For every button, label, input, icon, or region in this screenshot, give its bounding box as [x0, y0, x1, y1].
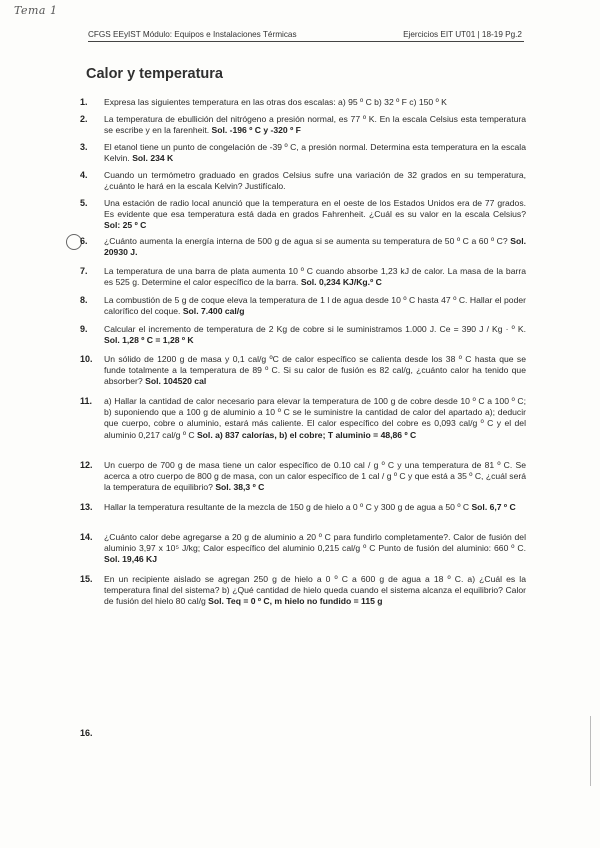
exercise-solution: Sol. 0,234 KJ/Kg.º C — [300, 277, 382, 288]
exercise-solution: Sol. 20930 J. — [104, 236, 526, 258]
exercise-solution: Sol. 19,46 KJ — [104, 554, 158, 565]
exercise-item — [80, 295, 526, 317]
exercise-solution: Sol. a) 837 calorías, b) el cobre; T aluminio = 48,86 º C — [196, 429, 417, 440]
exercise-text: Un cuerpo de 700 g de masa tiene un calor específico de 0.10 cal / g º C y una temperatura de 81 º C. Se acerca a otro cuerpo de 800 g de masa, con un calor específico de 1 cal / g º C y que está a 35 º C, ¿cuál será la temperatura de equilibrio? Sol. 38,3 º C — [104, 460, 526, 493]
exercise-number: 8. — [80, 295, 88, 305]
exercise-solution: Sol. 38,3 º C — [215, 482, 265, 493]
exercise-item — [80, 532, 526, 566]
exercise-number: 2. — [80, 114, 88, 124]
exercise-text: En un recipiente aislado se agregan 250 g de hielo a 0 º C a 600 g de agua a 18 º C. a) ¿Cuál es la temperatura final del sistema? b) ¿Qué cantidad de hielo queda cuando el sistema alcanza el equilibrio? Calor de fusión del hielo 80 cal/g Sol. Teq = 0 º C, m hielo no fundido = 115 g — [104, 574, 526, 607]
exercise-solution: Sol. 104520 cal — [145, 376, 207, 387]
exercise-number: 3. — [80, 142, 88, 152]
exercise-number: 14. — [80, 532, 93, 542]
page-title: Calor y temperatura — [86, 66, 223, 82]
exercise-text: Un sólido de 1200 g de masa y 0,1 cal/g ºC de calor específico se calienta desde los 38 º C hasta que se funde totalmente a la temperatura de 89 º C. Si su calor de fusión es 82 cal/g, ¿cuánto calor ha tenido que absorber? Sol. 104520 cal — [104, 354, 526, 387]
exercise-item — [80, 170, 526, 192]
exercise-text: Cuando un termómetro graduado en grados Celsius sufre una variación de 32 grados en su temperatura, ¿cuánto le hará en la escala Kelvin? Justifícalo. — [104, 170, 526, 192]
exercise-number: 9. — [80, 324, 88, 334]
handwritten-note: Tema 1 — [14, 4, 58, 17]
exercise-item — [80, 354, 526, 388]
header-right: Ejercicios EIT UT01 | 18-19 Pg.2 — [403, 30, 522, 39]
exercise-text: La temperatura de ebullición del nitrógeno a presión normal, es 77 º K. En la escala Celsius esta temperatura se escribe y en la farenheit. Sol. -196 º C y -320 º F — [104, 114, 526, 136]
exercise-item — [80, 396, 526, 441]
header-left: CFGS EEyIST Módulo: Equipos e Instalaciones Térmicas — [88, 30, 297, 39]
exercise-item — [80, 142, 526, 164]
exercise-text: La combustión de 5 g de coque eleva la temperatura de 1 l de agua desde 10 º C hasta 47 º C. Hallar el poder calorífico del coque. Sol. 7.400 cal/g — [104, 295, 526, 317]
page-header — [88, 30, 522, 39]
exercise-solution: Sol. Teq = 0 º C, m hielo no fundido = 115 g — [208, 596, 383, 607]
exercise-number: 4. — [80, 170, 88, 180]
exercise-item — [80, 324, 526, 346]
exercise-item — [80, 236, 526, 258]
exercise-number: 5. — [80, 198, 88, 208]
exercise-solution: Sol: 25 º C — [104, 220, 147, 231]
exercise-number: 7. — [80, 266, 88, 276]
exercise-number: 15. — [80, 574, 93, 584]
exercise-solution: Sol. 6,7 º C — [471, 502, 516, 512]
exercise-solution: Sol. 234 K — [132, 153, 174, 164]
exercise-solution: Sol. 7.400 cal/g — [182, 306, 245, 317]
exercise-item — [80, 502, 526, 513]
exercise-item — [80, 97, 526, 108]
exercise-item — [80, 198, 526, 232]
scan-edge-mark — [590, 716, 591, 786]
exercise-solution: Sol. 1,28 º C = 1,28 º K — [104, 335, 194, 346]
exercise-text: ¿Cuánto aumenta la energía interna de 500 g de agua si se aumenta su temperatura de 50 º C a 60 º C? Sol. 20930 J. — [104, 236, 526, 258]
exercise-number: 10. — [80, 354, 93, 364]
exercise-text: Expresa las siguientes temperatura en las otras dos escalas: a) 95 º C b) 32 º F c) 150 º K — [104, 97, 447, 107]
header-divider — [88, 41, 524, 42]
exercise-item — [80, 460, 526, 494]
exercise-text: a) Hallar la cantidad de calor necesario para elevar la temperatura de 100 g de cobre desde 10 º C a 100 º C; b) suponiendo que a 100 g de aluminio a 10 º C se le suministre la cantidad de calor del apartado a); deducir que cuerpo, cobre o aluminio, estará más caliente. El calor específico del cobre es 0,093 cal/g º C y el del aluminio 0,217 cal/g º C Sol. a) 837 calorías, b) el cobre; T aluminio = 48,86 º C — [104, 396, 526, 440]
exercise-text: El etanol tiene un punto de congelación de -39 º C, a presión normal. Determina esta temperatura en la escala Kelvin. Sol. 234 K — [104, 142, 526, 164]
exercise-text: La temperatura de una barra de plata aumenta 10 º C cuando absorbe 1,23 kJ de calor. La masa de la barra es 525 g. Determine el calor específico de la barra. Sol. 0,234 KJ/Kg.º C — [104, 266, 526, 288]
exercise-text: Hallar la temperatura resultante de la mezcla de 150 g de hielo a 0 º C y 300 g de agua a 50 º C Sol. 6,7 º C — [104, 502, 516, 512]
exercise-text: ¿Cuánto calor debe agregarse a 20 g de aluminio a 20 º C para fundirlo completamente?. Calor de fusión del aluminio 3,97 x 10⁵ J/kg; Calor específico del aluminio 0,215 cal/g º C Punto de fusión del aluminio: 660 º C. Sol. 19,46 KJ — [104, 532, 526, 565]
exercise-text: Calcular el incremento de temperatura de 2 Kg de cobre si le suministramos 1.000 J. Ce = 390 J / Kg · º K. Sol. 1,28 º C = 1,28 º K — [104, 324, 526, 346]
exercise-number: 13. — [80, 502, 93, 512]
exercise-item — [80, 266, 526, 288]
exercise-number: 16. — [80, 728, 93, 738]
exercise-item — [80, 114, 526, 136]
exercise-text: Una estación de radio local anunció que la temperatura en el oeste de los Estados Unidos era de 77 grados. Es evidente que esa temperatura está dada en grados Fahrenheit. ¿Cuál es su valor en la escala Celsius? Sol: 25 º C — [104, 198, 526, 231]
exercise-number: 6. — [80, 236, 88, 246]
exercise-number: 11. — [80, 396, 93, 406]
exercise-solution: Sol. -196 º C y -320 º F — [211, 125, 301, 136]
exercise-number: 1. — [80, 97, 88, 107]
exercise-number: 12. — [80, 460, 93, 470]
exercise-item — [80, 574, 526, 608]
